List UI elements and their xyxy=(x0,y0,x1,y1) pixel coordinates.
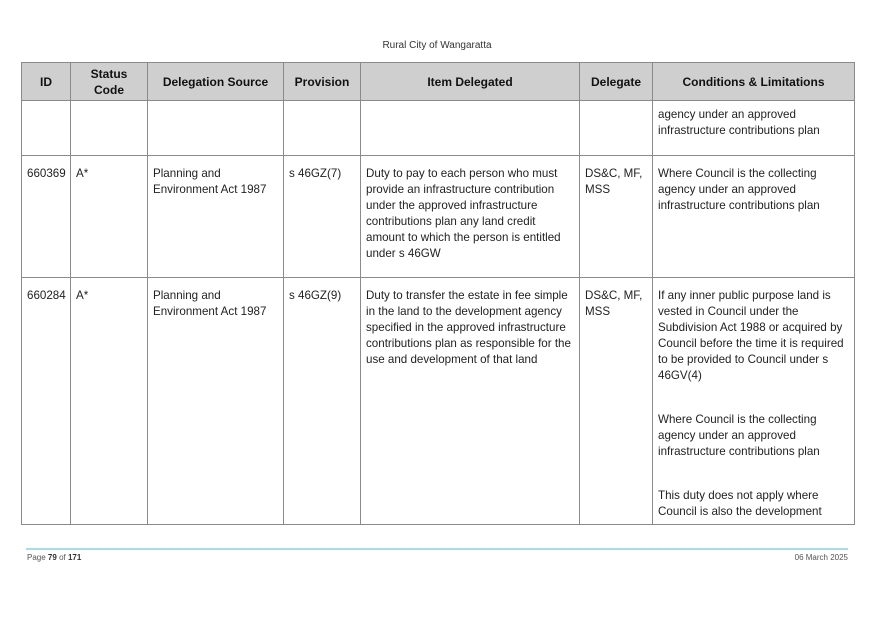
column-header-status-code: Status Code xyxy=(71,63,148,101)
cell-conditions: agency under an approved infrastructure contributions plan xyxy=(653,101,855,156)
cell-id xyxy=(22,101,71,156)
cell-provision xyxy=(284,101,361,156)
condition-text: Where Council is the collecting agency under an approved infrastructure contributions plan xyxy=(658,413,820,458)
cell-delegate xyxy=(580,101,653,156)
column-header-id: ID xyxy=(22,63,71,101)
cell-delegate: DS&C, MF, MSS xyxy=(580,278,653,525)
footer-divider xyxy=(26,548,848,550)
condition-text: If any inner public purpose land is vested in Council under the Subdivision Act 1988 or acquired by Council before the time it is required to be provided to Council under s 46GV(4) xyxy=(658,289,844,382)
table-row xyxy=(22,156,855,278)
table-header xyxy=(22,63,855,101)
cell-item: Duty to transfer the estate in fee simple in the land to the development agency specified in the approved infrastructure contributions plan as responsible for the use and development of that land xyxy=(361,278,580,525)
cell-conditions xyxy=(653,156,855,278)
cell-status: A* xyxy=(71,278,148,525)
cell-id: 660284 xyxy=(22,278,71,525)
column-header-provision: Provision xyxy=(284,63,361,101)
table-row-continuation xyxy=(22,101,855,156)
condition-text: This duty does not apply where Council is also the development xyxy=(658,489,822,518)
cell-source xyxy=(148,101,284,156)
page-number xyxy=(27,553,81,562)
cell-delegate: DS&C, MF, MSS xyxy=(580,156,653,278)
cell-conditions xyxy=(653,278,855,525)
cell-source: Planning and Environment Act 1987 xyxy=(148,156,284,278)
cell-item: Duty to pay to each person who must provide an infrastructure contribution under the approved infrastructure contributions plan any land credit amount to which the person is entitled under s 46GW xyxy=(361,156,580,278)
page-current: 79 xyxy=(47,553,57,562)
table-row xyxy=(22,278,855,525)
condition-text: Where Council is the collecting agency under an approved infrastructure contributions plan xyxy=(658,167,820,212)
column-header-item-delegated: Item Delegated xyxy=(361,63,580,101)
page-of: of xyxy=(59,553,66,562)
document-date: 06 March 2025 xyxy=(794,553,848,562)
delegation-table xyxy=(21,62,855,525)
page-total: 171 xyxy=(67,553,82,562)
cell-status xyxy=(71,101,148,156)
page-header-title: Rural City of Wangaratta xyxy=(382,40,492,51)
cell-source: Planning and Environment Act 1987 xyxy=(148,278,284,525)
column-header-delegate: Delegate xyxy=(580,63,653,101)
cell-item xyxy=(361,101,580,156)
cell-provision: s 46GZ(7) xyxy=(284,156,361,278)
cell-id: 660369 xyxy=(22,156,71,278)
page-prefix: Page xyxy=(27,553,46,562)
column-header-conditions: Conditions & Limitations xyxy=(653,63,855,101)
header-row xyxy=(22,63,855,101)
cell-provision: s 46GZ(9) xyxy=(284,278,361,525)
column-header-delegation-source: Delegation Source xyxy=(148,63,284,101)
cell-status: A* xyxy=(71,156,148,278)
